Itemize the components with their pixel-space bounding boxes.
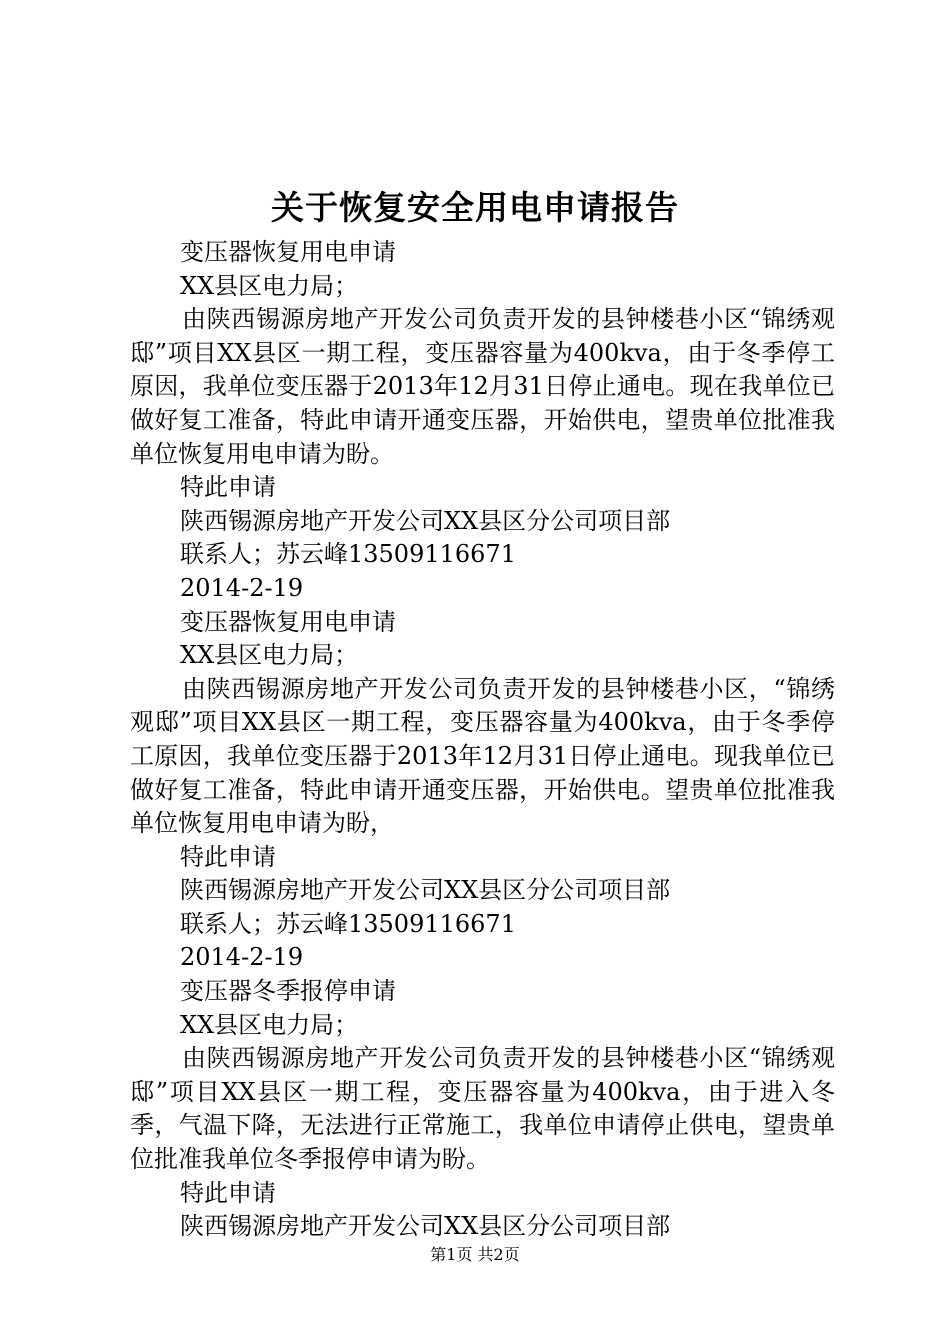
section-company: 陕西锡源房地产开发公司XX县区分公司项目部: [180, 506, 671, 535]
section-closing: 特此申请: [180, 1178, 276, 1207]
section-body: 由陕西锡源房地产开发公司负责开发的县钟楼巷小区“锦绣观邸”项目XX县区一期工程，变压器容量为400kva，由于进入冬季，气温下降，无法进行正常施工，我单位申请停止供电，望贵单位批准我单位冬季报停申请为盼。: [130, 1044, 835, 1174]
section-closing: 特此申请: [180, 842, 276, 871]
section-recipient: XX县区电力局；: [180, 641, 359, 670]
section-body: 由陕西锡源房地产开发公司负责开发的县钟楼巷小区，“锦绣观邸”项目XX县区一期工程，变压器容量为400kva，由于冬季停工原因，我单位变压器于2013年12月31日停止通电。现我单位已做好复工准备，特此申请开通变压器，开始供电。望贵单位批准我单位恢复用电申请为盼，: [130, 674, 835, 838]
section-closing: 特此申请: [180, 473, 276, 502]
section-contact: 联系人；苏云峰13509116671: [180, 540, 516, 569]
page-indicator: 第1页 共2页: [430, 1245, 520, 1264]
section-recipient: XX县区电力局；: [180, 1010, 359, 1039]
section-heading: 变压器恢复用电申请: [180, 238, 396, 266]
section-contact: 联系人；苏云峰13509116671: [180, 909, 516, 938]
section-heading: 变压器冬季报停申请: [180, 977, 396, 1006]
section-heading: 变压器恢复用电申请: [180, 607, 396, 636]
section-date: 2014-2-19: [180, 573, 304, 602]
section-company: 陕西锡源房地产开发公司XX县区分公司项目部: [180, 1212, 671, 1241]
document-content: [130, 236, 835, 1244]
section-body: 由陕西锡源房地产开发公司负责开发的县钟楼巷小区“锦绣观邸”项目XX县区一期工程，变压器容量为400kva，由于冬季停工原因，我单位变压器于2013年12月31日停止通电。现在我单位已做好复工准备，特此申请开通变压器，开始供电，望贵单位批准我单位恢复用电申请为盼。: [130, 305, 835, 468]
section-company: 陕西锡源房地产开发公司XX县区分公司项目部: [180, 876, 671, 905]
section-date: 2014-2-19: [180, 943, 304, 972]
section-recipient: XX县区电力局；: [180, 271, 359, 300]
document-title: 关于恢复安全用电申请报告: [271, 188, 679, 227]
